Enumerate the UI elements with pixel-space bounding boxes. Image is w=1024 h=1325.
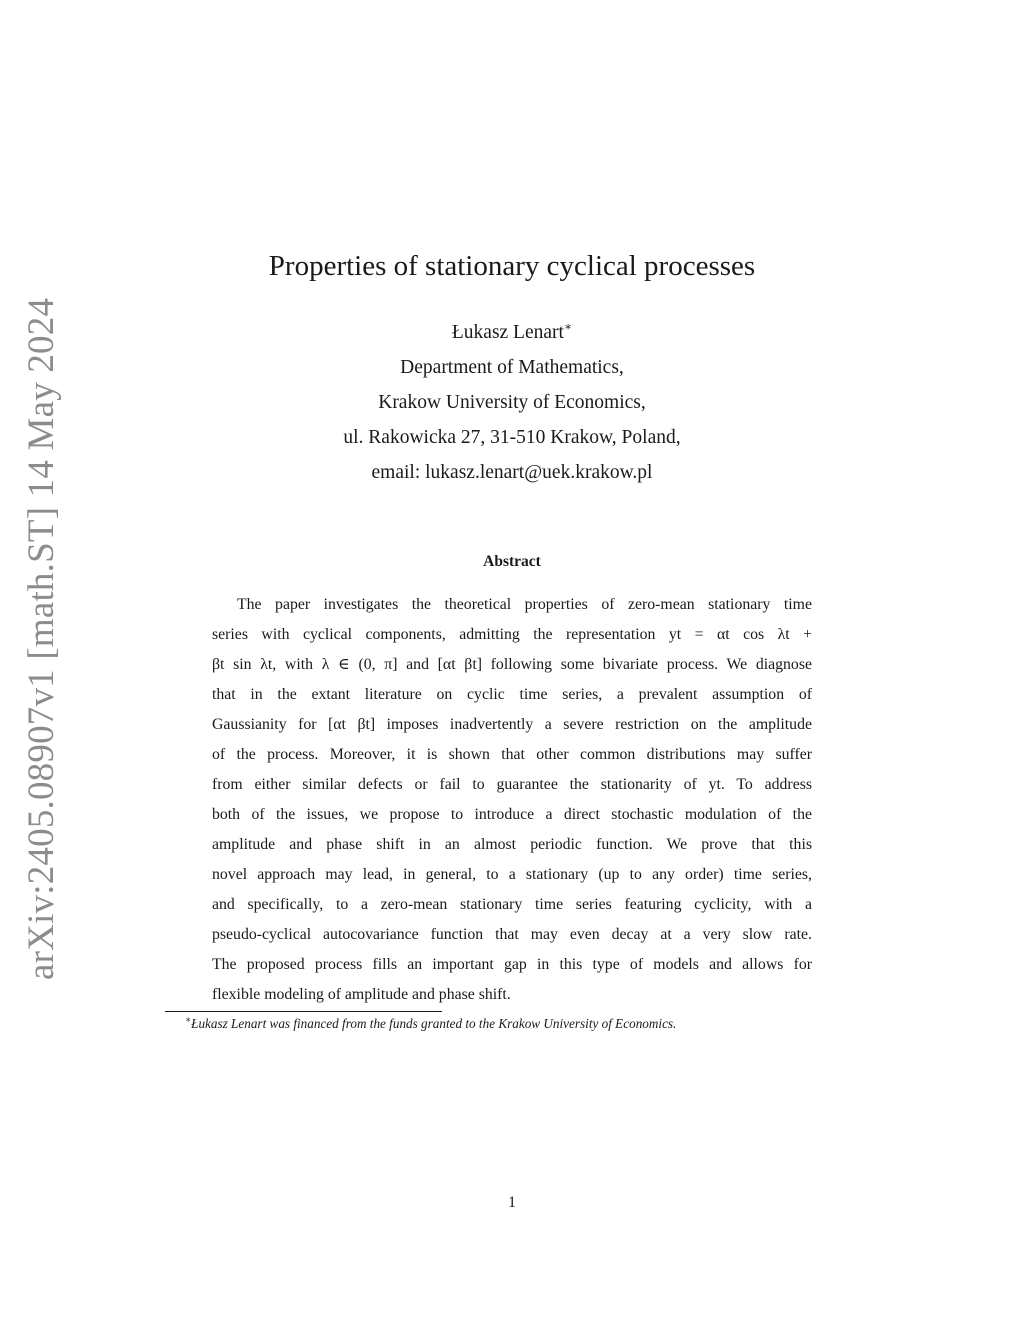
arxiv-identifier-stamp: arXiv:2405.08907v1 [math.ST] 14 May 2024 [21, 297, 62, 980]
abstract-body [212, 590, 812, 1010]
abstract-line: from either similar defects or fail to guarantee the stationarity of yt. To address [212, 776, 812, 793]
abstract-line: of the process. Moreover, it is shown that other common distributions may suffer [212, 746, 812, 763]
footnote-mark: ∗ [185, 1014, 192, 1025]
abstract-line: amplitude and phase shift in an almost periodic function. We prove that this [212, 836, 812, 853]
footnote-text: Łukasz Lenart was financed from the funds granted to the Krakow University of Economics. [191, 1016, 677, 1031]
abstract-line: both of the issues, we propose to introduce a direct stochastic modulation of the [212, 806, 812, 823]
affiliation-university: Krakow University of Economics, [378, 392, 646, 413]
abstract-line: Gaussianity for [αt βt] imposes inadvertently a severe restriction on the amplitude [212, 716, 812, 733]
abstract-line: The proposed process fills an important gap in this type of models and allows for [212, 956, 812, 973]
affiliation-address: ul. Rakowicka 27, 31-510 Krakow, Poland, [343, 427, 681, 448]
abstract-line: and specifically, to a zero-mean stationary time series featuring cyclicity, with a [212, 896, 812, 913]
footnote-divider [165, 1011, 442, 1012]
abstract-line: novel approach may lead, in general, to a stationary (up to any order) time series, [212, 866, 812, 883]
abstract-line [212, 620, 812, 650]
abstract-equation: yt = αt cos λt + [668, 626, 813, 643]
abstract-heading: Abstract [483, 553, 541, 570]
author-name: Łukasz Lenart [451, 322, 564, 343]
affiliation-department: Department of Mathematics, [400, 357, 624, 378]
abstract-line: flexible modeling of amplitude and phase shift. [212, 986, 511, 1003]
footnote [185, 1016, 825, 1032]
paper-title: Properties of stationary cyclical processes [268, 250, 756, 282]
author-name-line [0, 318, 1024, 353]
author-block [0, 318, 1024, 493]
author-footnote-mark: ∗ [563, 319, 573, 334]
abstract-line: βt sin λt, with λ ∈ (0, π] and [αt βt] following some bivariate process. We diagnose [212, 656, 812, 673]
author-email: email: lukasz.lenart@uek.krakow.pl [371, 462, 653, 483]
abstract-line-text: series with cyclical components, admitting the representation [212, 626, 656, 643]
page-number: 1 [508, 1194, 516, 1211]
abstract-line: that in the extant literature on cyclic time series, a prevalent assumption of [212, 686, 812, 703]
abstract-line: The paper investigates the theoretical properties of zero-mean stationary time [237, 596, 812, 613]
abstract-line: pseudo-cyclical autocovariance function that may even decay at a very slow rate. [212, 926, 812, 943]
